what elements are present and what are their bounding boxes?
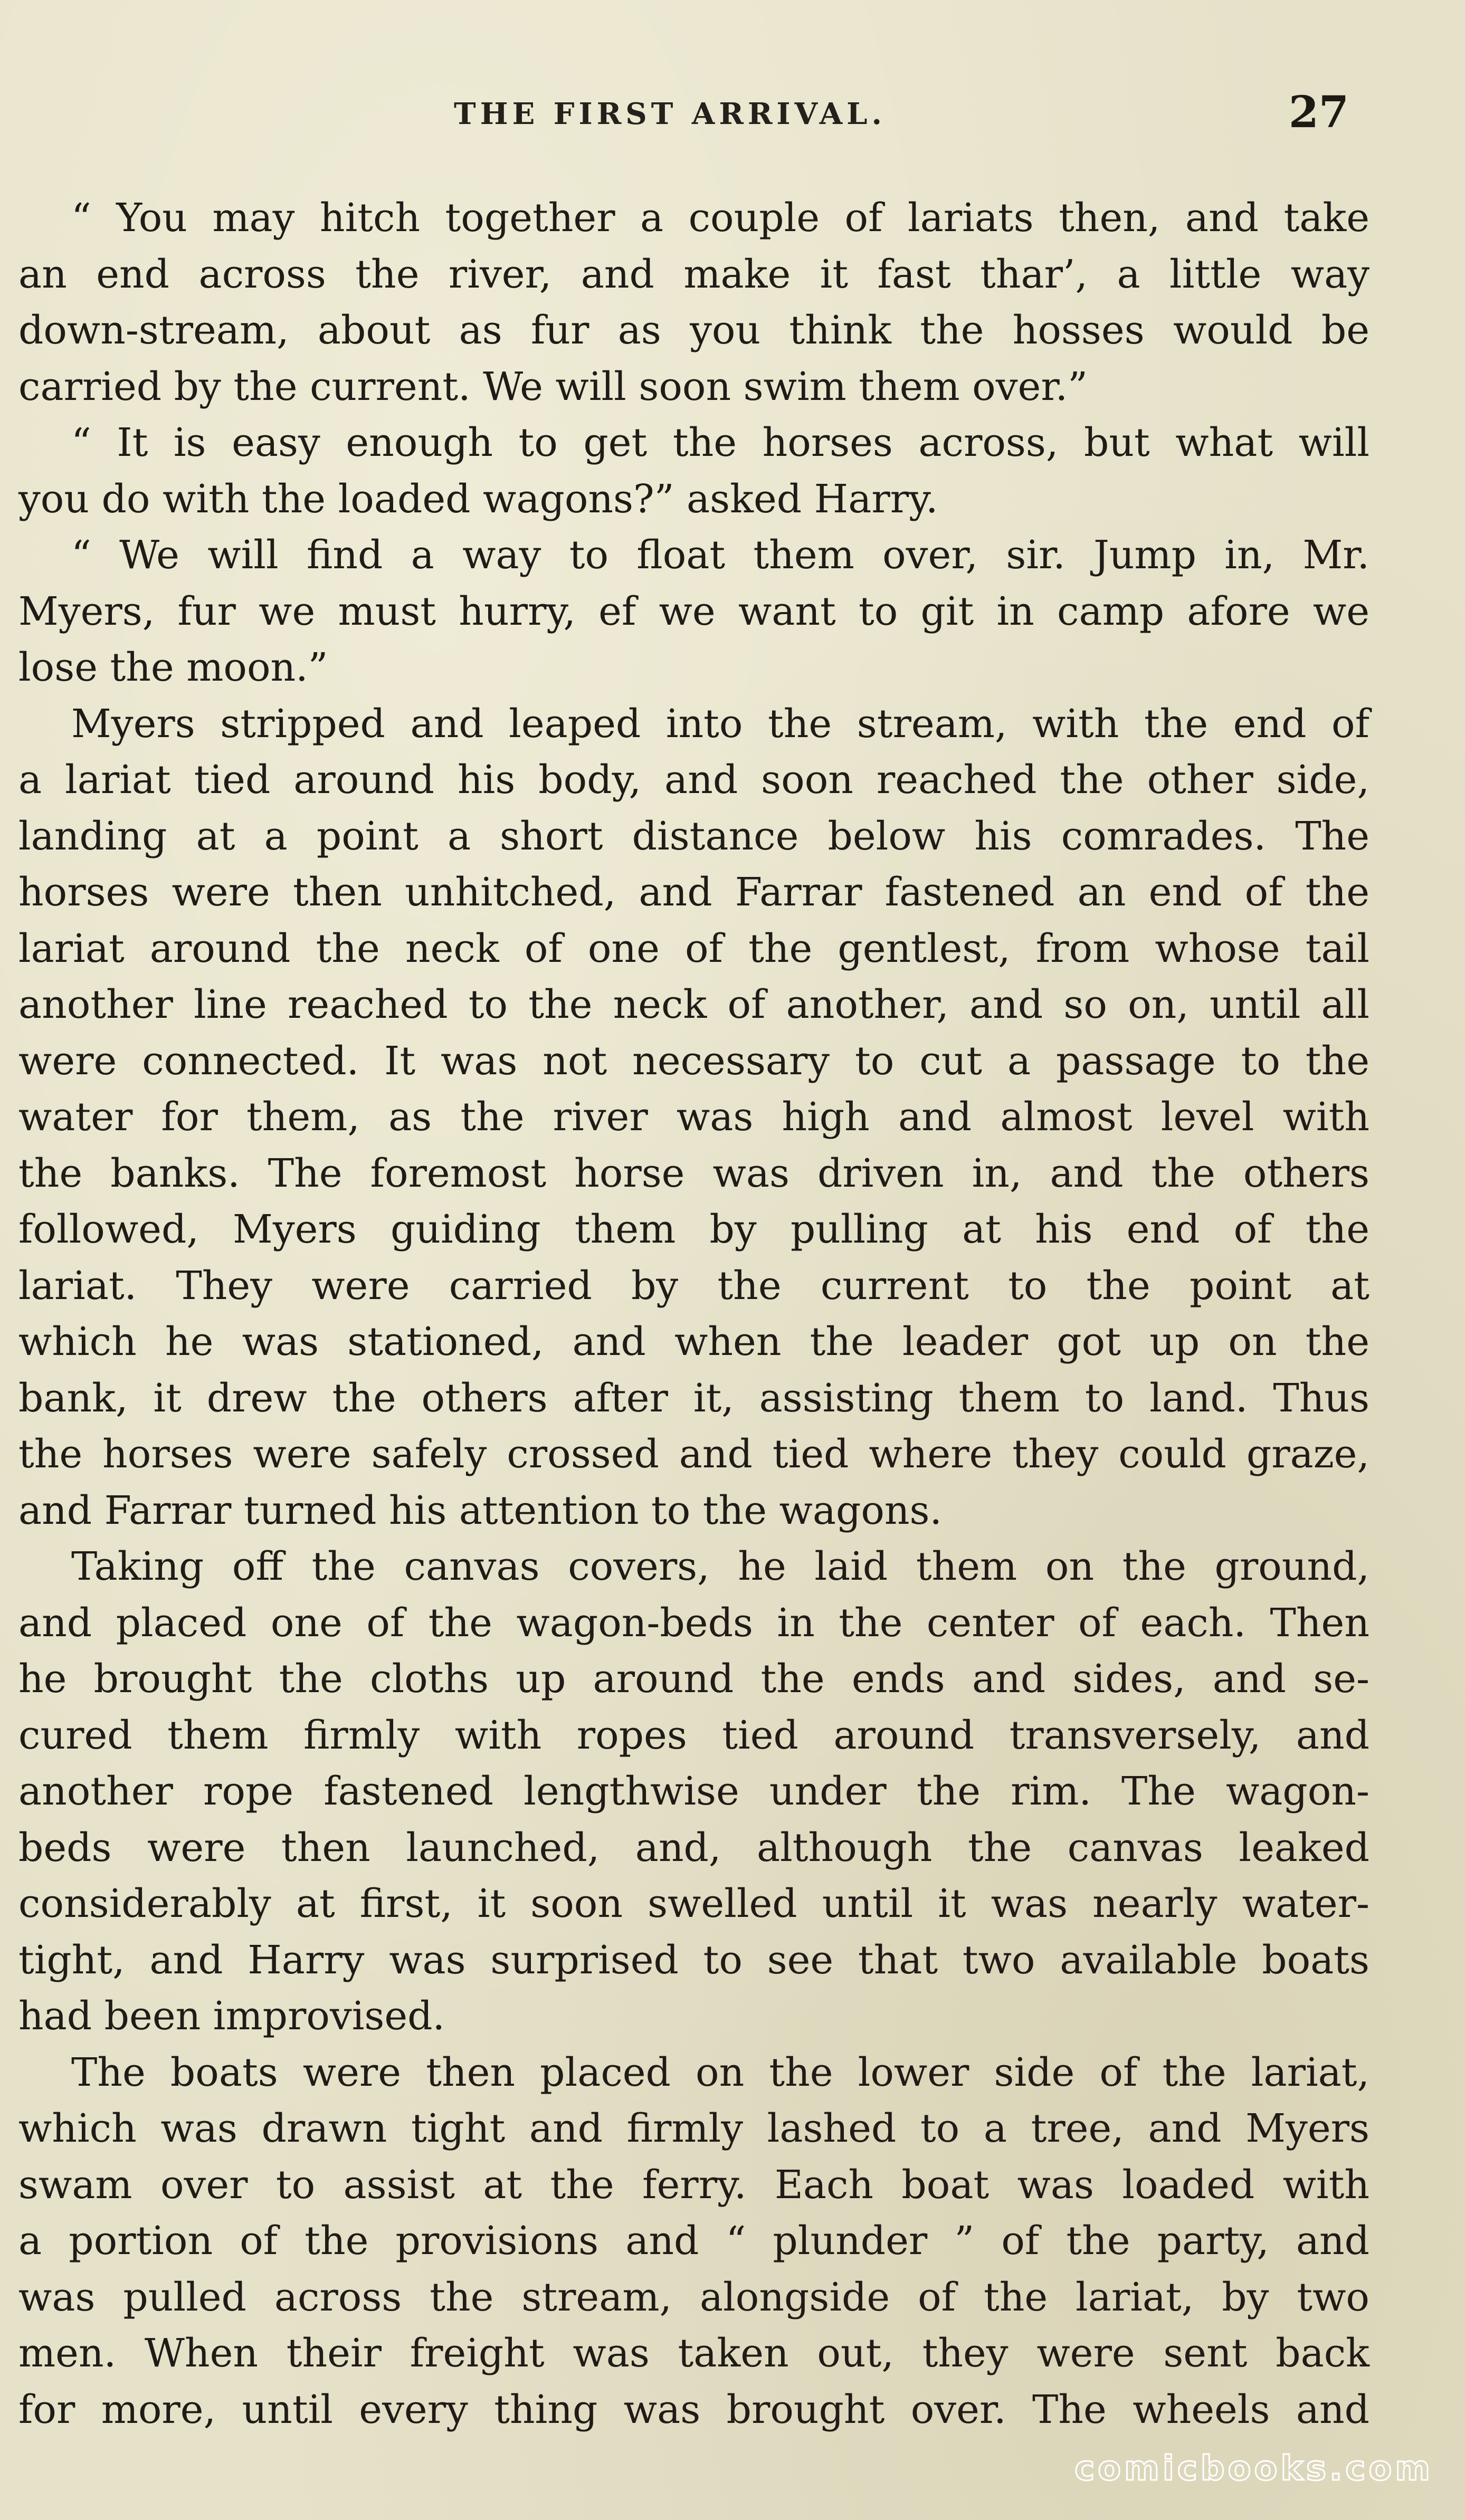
body-text xyxy=(18,190,1369,2438)
text-line: which he was stationed, and when the leader got up on the xyxy=(18,1319,1369,1364)
text-line: for more, until every thing was brought over. The wheels and xyxy=(18,2387,1369,2432)
running-head: THE FIRST ARRIVAL. xyxy=(454,97,887,131)
text-line: men. When their freight was taken out, they were sent back xyxy=(18,2331,1369,2376)
text-line: landing at a point a short distance below his comrades. The xyxy=(18,813,1369,859)
text-line: considerably at first, it soon swelled until it was nearly water- xyxy=(18,1881,1369,1926)
text-line: were connected. It was not necessary to cut a passage to the xyxy=(18,1038,1369,1084)
text-line: The boats were then placed on the lower side of the lariat, xyxy=(71,2049,1369,2095)
text-line: had been improvised. xyxy=(18,1993,445,2039)
text-line: Myers, fur we must hurry, ef we want to git in camp afore we xyxy=(18,588,1369,634)
text-line: “ We will find a way to float them over, sir. Jump in, Mr. xyxy=(71,532,1369,578)
text-line: lariat. They were carried by the current to the point at xyxy=(18,1263,1369,1309)
text-line: swam over to assist at the ferry. Each boat was loaded with xyxy=(18,2162,1369,2208)
text-line: lariat around the neck of one of the gentlest, from whose tail xyxy=(18,925,1369,971)
text-line: a portion of the provisions and “ plunder ” of the party, and xyxy=(18,2218,1369,2264)
page-header xyxy=(454,87,1349,145)
text-line: tight, and Harry was surprised to see that two available boats xyxy=(18,1937,1369,1983)
watermark: comicbooks.com xyxy=(1074,2449,1433,2488)
text-line: the banks. The foremost horse was driven in, and the others xyxy=(18,1150,1369,1196)
text-line: another rope fastened lengthwise under the rim. The wagon- xyxy=(18,1769,1369,1814)
text-line: Taking off the canvas covers, he laid them on the ground, xyxy=(71,1544,1369,1589)
text-line: you do with the loaded wagons?” asked Harry. xyxy=(18,476,938,522)
text-line: carried by the current. We will soon swim them over.” xyxy=(18,364,1088,409)
text-line: and Farrar turned his attention to the wagons. xyxy=(18,1487,943,1533)
text-line: followed, Myers guiding them by pulling at his end of the xyxy=(18,1207,1369,1252)
text-line: down-stream, about as fur as you think the hosses would be xyxy=(18,308,1369,353)
text-line: he brought the cloths up around the ends and sides, and se- xyxy=(18,1656,1369,1702)
text-line: an end across the river, and make it fast thar’, a little way xyxy=(18,251,1369,297)
text-line: water for them, as the river was high and almost level with xyxy=(18,1094,1369,1140)
text-line: lose the moon.” xyxy=(18,645,328,690)
page-number: 27 xyxy=(1288,87,1349,138)
text-line: horses were then unhitched, and Farrar fastened an end of the xyxy=(18,870,1369,915)
text-line: Myers stripped and leaped into the stream, with the end of xyxy=(71,701,1369,747)
text-line: and placed one of the wagon-beds in the center of each. Then xyxy=(18,1600,1369,1646)
text-line: the horses were safely crossed and tied where they could graze, xyxy=(18,1431,1369,1477)
text-line: “ You may hitch together a couple of lariats then, and take xyxy=(71,195,1369,241)
text-line: beds were then launched, and, although the canvas leaked xyxy=(18,1825,1369,1870)
text-line: was pulled across the stream, alongside of the lariat, by two xyxy=(18,2274,1369,2320)
text-line: bank, it drew the others after it, assisting them to land. Thus xyxy=(18,1375,1369,1421)
text-line: which was drawn tight and firmly lashed to a tree, and Myers xyxy=(18,2106,1369,2151)
text-line: “ It is easy enough to get the horses across, but what will xyxy=(71,420,1369,465)
text-line: a lariat tied around his body, and soon reached the other side, xyxy=(18,757,1369,803)
text-line: cured them firmly with ropes tied around transversely, and xyxy=(18,1712,1369,1758)
text-line: another line reached to the neck of another, and so on, until all xyxy=(18,982,1369,1027)
